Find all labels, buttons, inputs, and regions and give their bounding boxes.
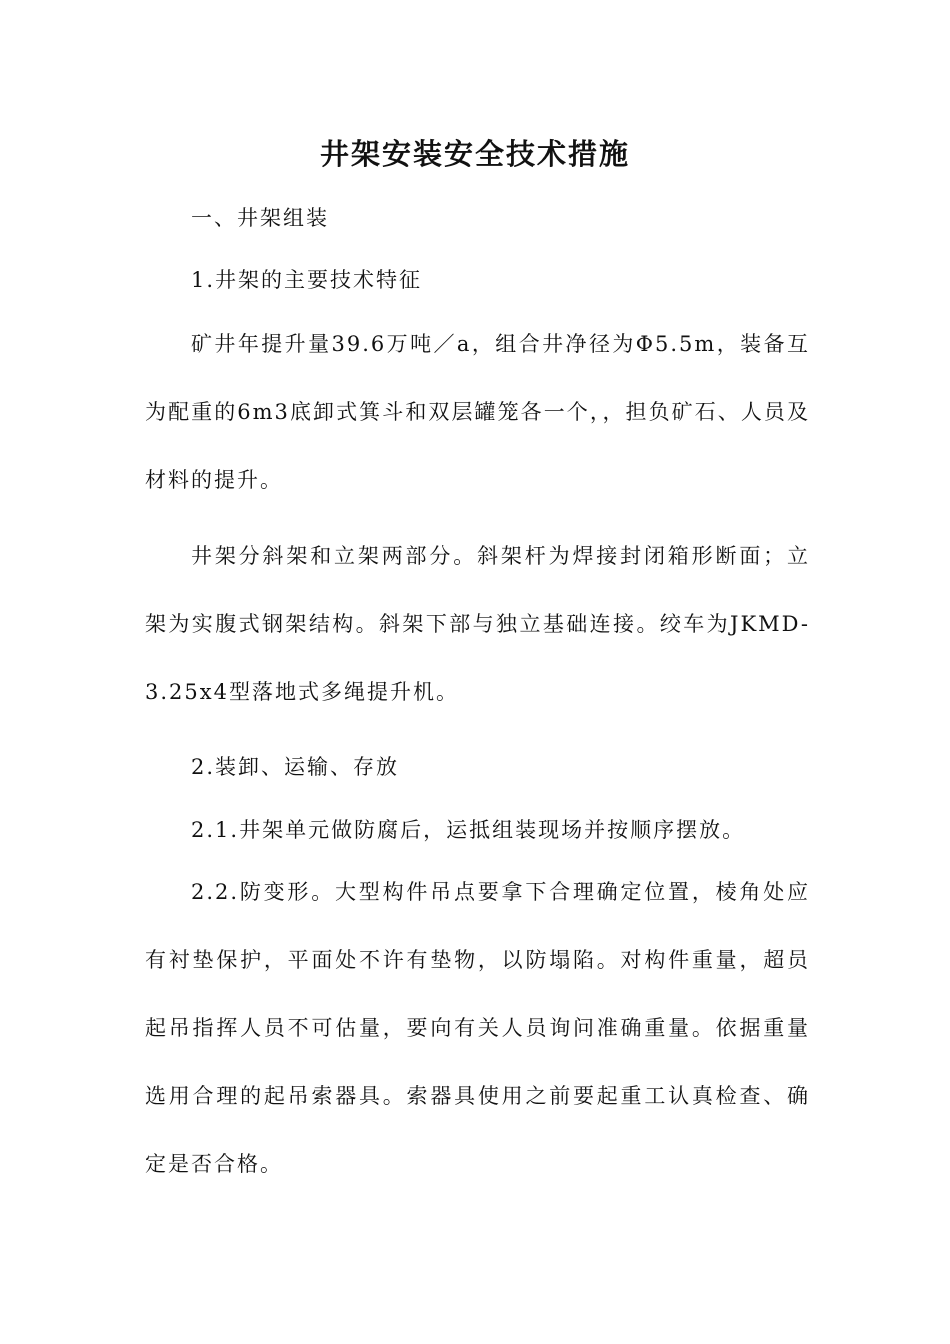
paragraph-headframe-structure: 井架分斜架和立架两部分。斜架杆为焊接封闭箱形断面；立架为实腹式钢架结构。斜架下部与独立基础连接。绞车为JKMD-3.25x4型落地式多绳提升机。 <box>145 544 810 704</box>
paragraph-2-1: 2.1.井架单元做防腐后，运抵组装现场并按顺序摆放。 <box>191 818 746 842</box>
section-heading-1: 一、井架组装 <box>191 206 329 230</box>
document-title: 井架安装安全技术措施 <box>319 137 630 171</box>
subsection-heading-2: 2.装卸、运输、存放 <box>191 755 400 779</box>
subsection-heading-1: 1.井架的主要技术特征 <box>191 268 423 292</box>
paragraph-2-2: 2.2.防变形。大型构件吊点要拿下合理确定位置，棱角处应有衬垫保护，平面处不许有垫物，以防塌陷。对构件重量，超员起吊指挥人员不可估量，要向有关人员询问准确重量。依据重量选用合理的起吊索器具。索器具使用之前要起重工认真检查、确定是否合格。 <box>145 880 810 1176</box>
paragraph-technical-features: 矿井年提升量39.6万吨／a，组合井净径为Φ5.5m，装备互为配重的6m3底卸式箕斗和双层罐笼各一个，，担负矿石、人员及材料的提升。 <box>145 332 810 492</box>
